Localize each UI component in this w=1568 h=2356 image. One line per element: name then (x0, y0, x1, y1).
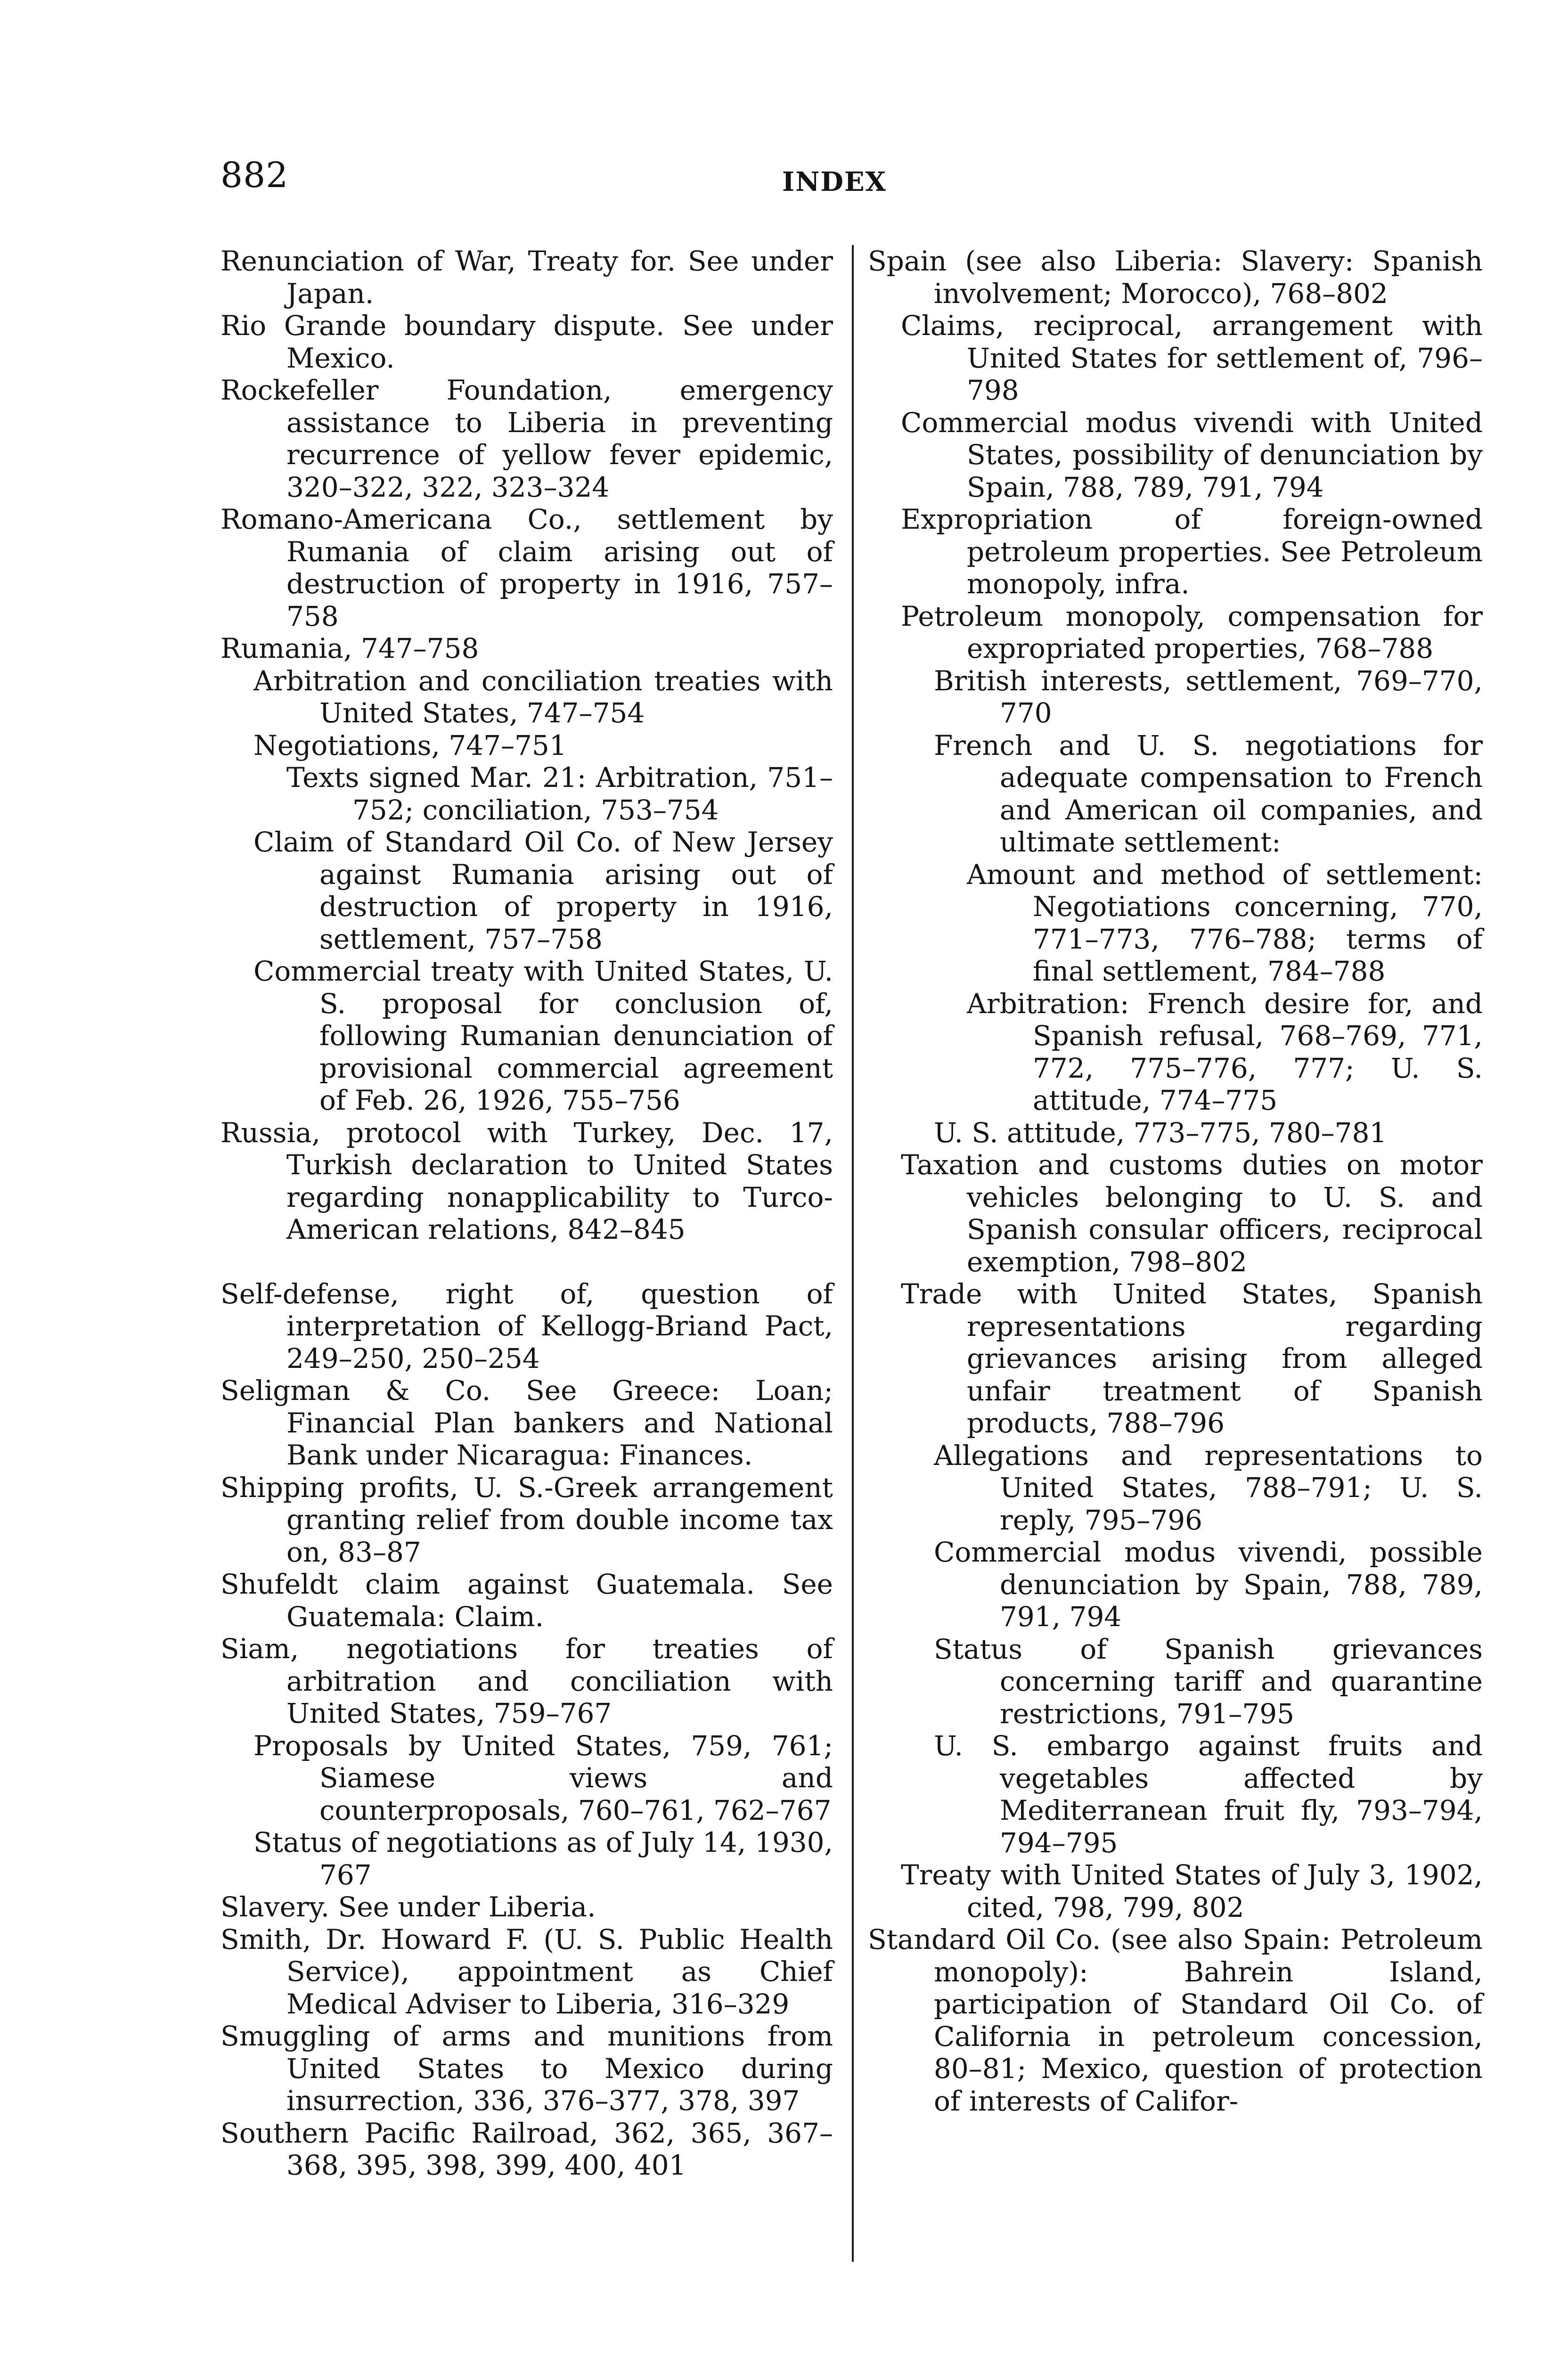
index-entry: Seligman & Co. See Greece: Loan; Financial Plan bankers and National Bank under Nicaragua: Finances. (220, 1374, 833, 1471)
index-entry: Standard Oil Co. (see also Spain: Petroleum monopoly): Bahrein Island, participation of Standard Oil Co. of California in petroleum concession, 80–81; Mexico, question of protection of interests of Califor- (868, 1923, 1483, 2117)
index-entry: Negotiations, 747–751 (253, 729, 567, 761)
index-entry: Smuggling of arms and munitions from United States to Mexico during insurrection, 336, 376–377, 378, 397 (220, 2020, 833, 2117)
index-entry: Arbitration: French desire for, and Spanish refusal, 768–769, 771, 772, 775–776, 777; U. S. attitude, 774–775 (967, 987, 1483, 1116)
index-entry: Smith, Dr. Howard F. (U. S. Public Health Service), appointment as Chief Medical Adviser to Liberia, 316–329 (220, 1923, 833, 2020)
index-entry: Commercial modus vivendi, possible denunciation by Spain, 788, 789, 791, 794 (934, 1536, 1483, 1633)
index-column-left (220, 245, 833, 2182)
index-entry: Romano-Americana Co., settlement by Rumania of claim arising out of destruction of property in 1916, 757–758 (220, 503, 833, 632)
index-entry: Claims, reciprocal, arrangement with United States for settlement of, 796–798 (901, 310, 1483, 406)
index-entry: Texts signed Mar. 21: Arbitration, 751–752; conciliation, 753–754 (286, 761, 833, 826)
index-entry: Renunciation of War, Treaty for. See under Japan. (220, 245, 833, 310)
page-number: 882 (220, 155, 289, 196)
index-entry: Taxation and customs duties on motor vehicles belonging to U. S. and Spanish consular officers, reciprocal exemption, 798–802 (901, 1149, 1483, 1278)
index-entry: Allegations and representations to United States, 788–791; U. S. reply, 795–796 (934, 1439, 1483, 1536)
index-column-right (868, 245, 1483, 2117)
column-divider (852, 245, 854, 2262)
index-entry: Status of negotiations as of July 14, 1930, 767 (253, 1826, 833, 1891)
index-entry: Shipping profits, U. S.-Greek arrangement granting relief from double income tax on, 83–87 (220, 1471, 833, 1568)
index-entry: Russia, protocol with Turkey, Dec. 17, Turkish declaration to United States regarding nonapplicability to Turco-American relations, 842–845 (220, 1116, 833, 1245)
index-entry: Treaty with United States of July 3, 1902, cited, 798, 799, 802 (901, 1859, 1483, 1923)
index-entry: Proposals by United States, 759, 761; Siamese views and counterproposals, 760–761, 762–767 (253, 1729, 833, 1826)
index-entry: Claim of Standard Oil Co. of New Jersey against Rumania arising out of destruction of property in 1916, settlement, 757–758 (253, 826, 833, 955)
index-entry: Siam, negotiations for treaties of arbitration and conciliation with United States, 759–767 (220, 1633, 833, 1729)
index-entry: Commercial treaty with United States, U. S. proposal for conclusion of, following Rumanian denunciation of provisional commercial agreement of Feb. 26, 1926, 755–756 (253, 955, 833, 1116)
index-entry: U. S. embargo against fruits and vegetables affected by Mediterranean fruit fly, 793–794, 794–795 (934, 1730, 1483, 1859)
index-entry: Commercial modus vivendi with United States, possibility of denunciation by Spain, 788, 789, 791, 794 (901, 406, 1483, 503)
index-entry: Rumania, 747–758 (220, 632, 479, 664)
index-entry: Self-defense, right of, question of interpretation of Kellogg-Briand Pact, 249–250, 250–254 (220, 1277, 833, 1374)
index-entry: Slavery. See under Liberia. (220, 1891, 596, 1923)
index-entry: Status of Spanish grievances concerning tariff and quarantine restrictions, 791–795 (934, 1633, 1483, 1730)
running-head: INDEX (782, 166, 887, 197)
index-entry: Expropriation of foreign-owned petroleum properties. See Petroleum monopoly, infra. (901, 503, 1483, 600)
index-entry: Southern Pacific Railroad, 362, 365, 367–368, 395, 398, 399, 400, 401 (220, 2117, 833, 2181)
index-entry: U. S. attitude, 773–775, 780–781 (934, 1116, 1387, 1149)
index-entry: Rio Grande boundary dispute. See under Mexico. (220, 310, 833, 374)
index-entry: Petroleum monopoly, compensation for expropriated properties, 768–788 (901, 600, 1483, 664)
index-entry: Arbitration and conciliation treaties with United States, 747–754 (253, 664, 833, 729)
index-entry: French and U. S. negotiations for adequate compensation to French and American oil companies, and ultimate settlement: (934, 729, 1483, 858)
index-entry: Rockefeller Foundation, emergency assistance to Liberia in preventing recurrence of yellow fever epidemic, 320–322, 322, 323–324 (220, 374, 833, 503)
index-entry: Amount and method of settlement: Negotiations concerning, 770, 771–773, 776–788; terms of final settlement, 784–788 (967, 858, 1483, 987)
index-entry: Shufeldt claim against Guatemala. See Guatemala: Claim. (220, 1568, 833, 1633)
index-entry: British interests, settlement, 769–770, 770 (934, 664, 1483, 729)
index-entry: Spain (see also Liberia: Slavery: Spanish involvement; Morocco), 768–802 (868, 245, 1483, 310)
index-entry: Trade with United States, Spanish representations regarding grievances arising from alleged unfair treatment of Spanish products, 788–796 (901, 1278, 1483, 1439)
